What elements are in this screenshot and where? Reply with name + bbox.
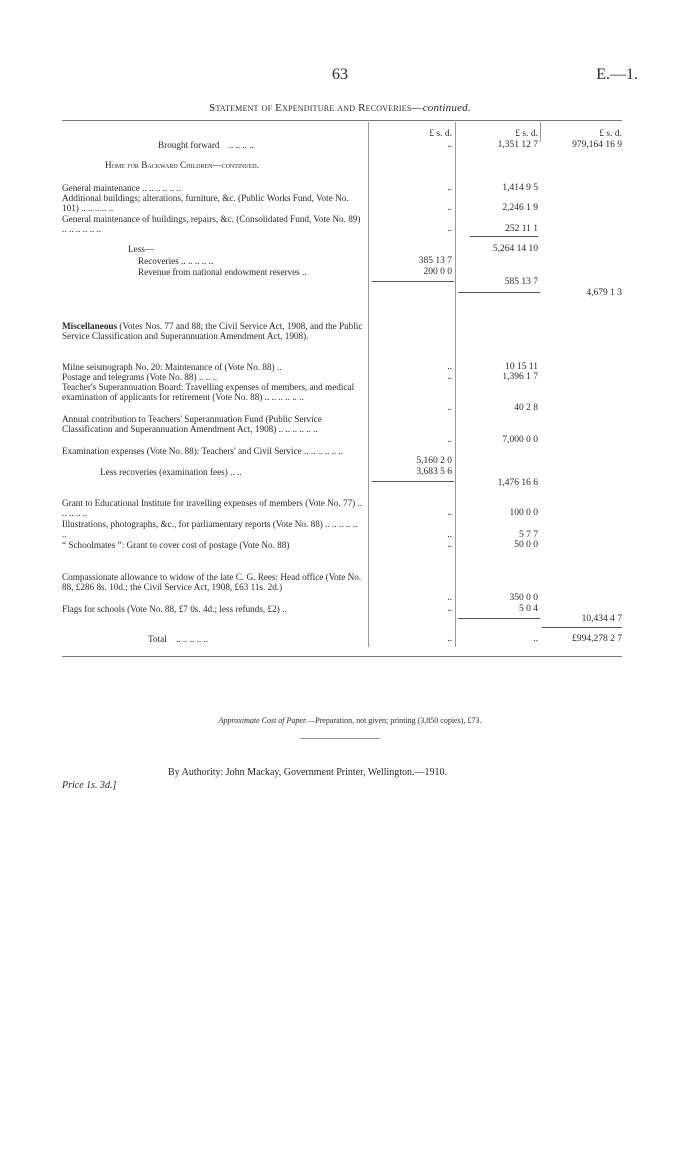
grand-total-c2: .. (533, 634, 538, 644)
misc-row-4-text: Annual contribution to Teachers' Superannuation Fund (Public Service Classification and Superannuation Amendment Act, 1908) .. .. .. .. .. .. (62, 414, 322, 435)
home-row-3-c2: 252 11 1 (505, 224, 538, 234)
home-row-1-c1: .. (447, 183, 452, 193)
home-subtotal-rule (470, 236, 538, 237)
section-heading-misc: Miscellaneous (Votes Nos. 77 and 88; the Civil Service Act, 1908, and the Public Service Classification and Superannuation Amendment Act, 1908). (62, 321, 363, 342)
misc-row-10-c2: 350 0 0 (509, 593, 538, 603)
misc-row-4-c1: .. (447, 435, 452, 445)
home-net: 585 13 7 (504, 277, 538, 287)
misc-row-8-c2: 5 7 7 (519, 530, 538, 540)
home-row-2-c2: 2,246 1 9 (502, 203, 538, 213)
home-subtotal: 5,264 14 10 (492, 244, 538, 254)
less-rule (372, 281, 454, 282)
misc-row-9-c1: .. (447, 540, 452, 550)
brought-forward-c2: 1,351 12 7 (497, 140, 538, 150)
top-rule (62, 120, 622, 121)
misc-row-7-c2: 100 0 0 (509, 508, 538, 518)
misc-row-11-c1: .. (447, 604, 452, 614)
misc-row-5-text: Examination expenses (Vote No. 88): Teachers' and Civil Service .. .. .. .. .. .. (62, 446, 344, 456)
brought-forward-label: Brought forward .. .. .. .. (158, 140, 254, 150)
title-continued: continued. (422, 102, 471, 114)
column-header-2: £ s. d. (515, 129, 538, 139)
misc-row-10-c1: .. (447, 593, 452, 603)
home-row-1-c2: 1,414 9 5 (502, 183, 538, 193)
column-header-1: £ s. d. (429, 129, 452, 139)
less-row-2-text: Revenue from national endowment reserves .. (138, 267, 307, 277)
column-header-3: £ s. d. (599, 129, 622, 139)
page-title (0, 102, 680, 114)
column-divider-1 (368, 122, 369, 647)
exam-rule (372, 481, 454, 482)
misc-row-9-c2: 50 0 0 (514, 540, 538, 550)
grand-total-top-rule (542, 627, 622, 628)
misc-row-6-text: Less recoveries (examination fees) .. .. (100, 467, 242, 477)
brought-forward-c1: .. (447, 140, 452, 150)
title-main: Statement of Expenditure and Recoveries— (209, 102, 423, 114)
misc-row-6-c1: 3,683 5 6 (416, 467, 452, 477)
home-row-3-text: General maintenance of buildings, repairs, &c. (Consolidated Fund, Vote No. 89) .. .. .. .. .. .. (62, 214, 361, 235)
exam-net: 1,476 16 6 (497, 478, 538, 488)
home-total: 4,679 1 3 (586, 288, 622, 298)
home-row-3-c1: .. (447, 224, 452, 234)
home-row-2-c1: .. (447, 203, 452, 213)
misc-row-9-text: “ Schoolmates ”: Grant to cover cost of postage (Vote No. 88) (62, 540, 290, 550)
home-row-2-text: Additional buildings; alterations, furniture, &c. (Public Works Fund, Vote No. 101) .. .. .. .. .. (62, 193, 349, 214)
section-heading-home: Home for Backward Children—continued. (105, 160, 259, 170)
page-number: 63 (332, 66, 348, 83)
misc-row-2-c1: .. (447, 372, 452, 382)
grand-total-c3: £994,278 2 7 (572, 634, 622, 644)
misc-row-3-c2: 40 2 8 (514, 403, 538, 413)
misc-row-11-text: Flags for schools (Vote No. 88, £7 0s. 4d.; less refunds, £2) .. (62, 604, 287, 614)
misc-row-1-c2: 10 15 11 (505, 362, 538, 372)
misc-row-2-c2: 1,396 1 7 (502, 372, 538, 382)
misc-row-1-c1: .. (447, 362, 452, 372)
misc-row-7-text: Grant to Educational Institute for travelling expenses of members (Vote No. 77) .. .. .. .. .. (62, 498, 363, 519)
misc-row-5-c1: 5,160 2 0 (416, 456, 452, 466)
misc-total: 10,434 4 7 (581, 614, 622, 624)
misc-row-8-text: Illustrations, photographs, &c., for parliamentary reports (Vote No. 88) .. .. .. .. .. .. (62, 519, 358, 540)
footer-separator (300, 738, 380, 739)
less-row-1-c1: 385 13 7 (418, 256, 452, 266)
grand-total-label: Total .. .. .. .. .. (148, 634, 209, 644)
misc-row-3-text: Teacher's Superannuation Board: Travelling expenses of members, and medical examination of applicants for retirement (Vote No. 88) .. .. .. .. .. .. (62, 382, 355, 403)
grand-total-c1: .. (447, 634, 452, 644)
column-divider-2 (455, 122, 456, 647)
misc-row-7-c1: .. (447, 508, 452, 518)
misc-row-8-c1: .. (447, 530, 452, 540)
misc-row-10-text: Compassionate allowance to widow of the late C. G. Rees: Head office (Vote No. 88, £286 8s. 10d.; the Civil Service Act, 1908, £63 11s. 2d.) (62, 572, 362, 593)
misc-row-4-c2: 7,000 0 0 (502, 435, 538, 445)
document-reference: E.—1. (596, 66, 638, 83)
home-row-1-text: General maintenance .. .. .. .. .. .. (62, 183, 182, 193)
column-divider-3 (540, 122, 541, 142)
less-row-1-text: Recoveries .. .. .. .. .. (138, 256, 214, 266)
home-net-rule (458, 292, 540, 293)
misc-row-2-text: Postage and telegrams (Vote No. 88) .. .. .. (62, 372, 218, 382)
less-label: Less— (128, 244, 155, 254)
less-row-2-c1: 200 0 0 (423, 267, 452, 277)
misc-rule (458, 618, 540, 619)
printer-authority: By Authority: John Mackay, Government Printer, Wellington.—1910. (168, 767, 448, 778)
cost-note: Approximate Cost of Paper.—Preparation, not given; printing (3,850 copies), £73. (218, 716, 482, 725)
misc-row-3-c1: .. (447, 403, 452, 413)
misc-row-1-text: Milne seismograph No. 20: Maintenance of (Vote No. 88) .. (62, 362, 282, 372)
misc-row-11-c2: 5 0 4 (519, 604, 538, 614)
price: Price 1s. 3d.] (62, 780, 117, 791)
bottom-rule (62, 656, 622, 657)
brought-forward-c3: 979,164 16 9 (572, 140, 622, 150)
